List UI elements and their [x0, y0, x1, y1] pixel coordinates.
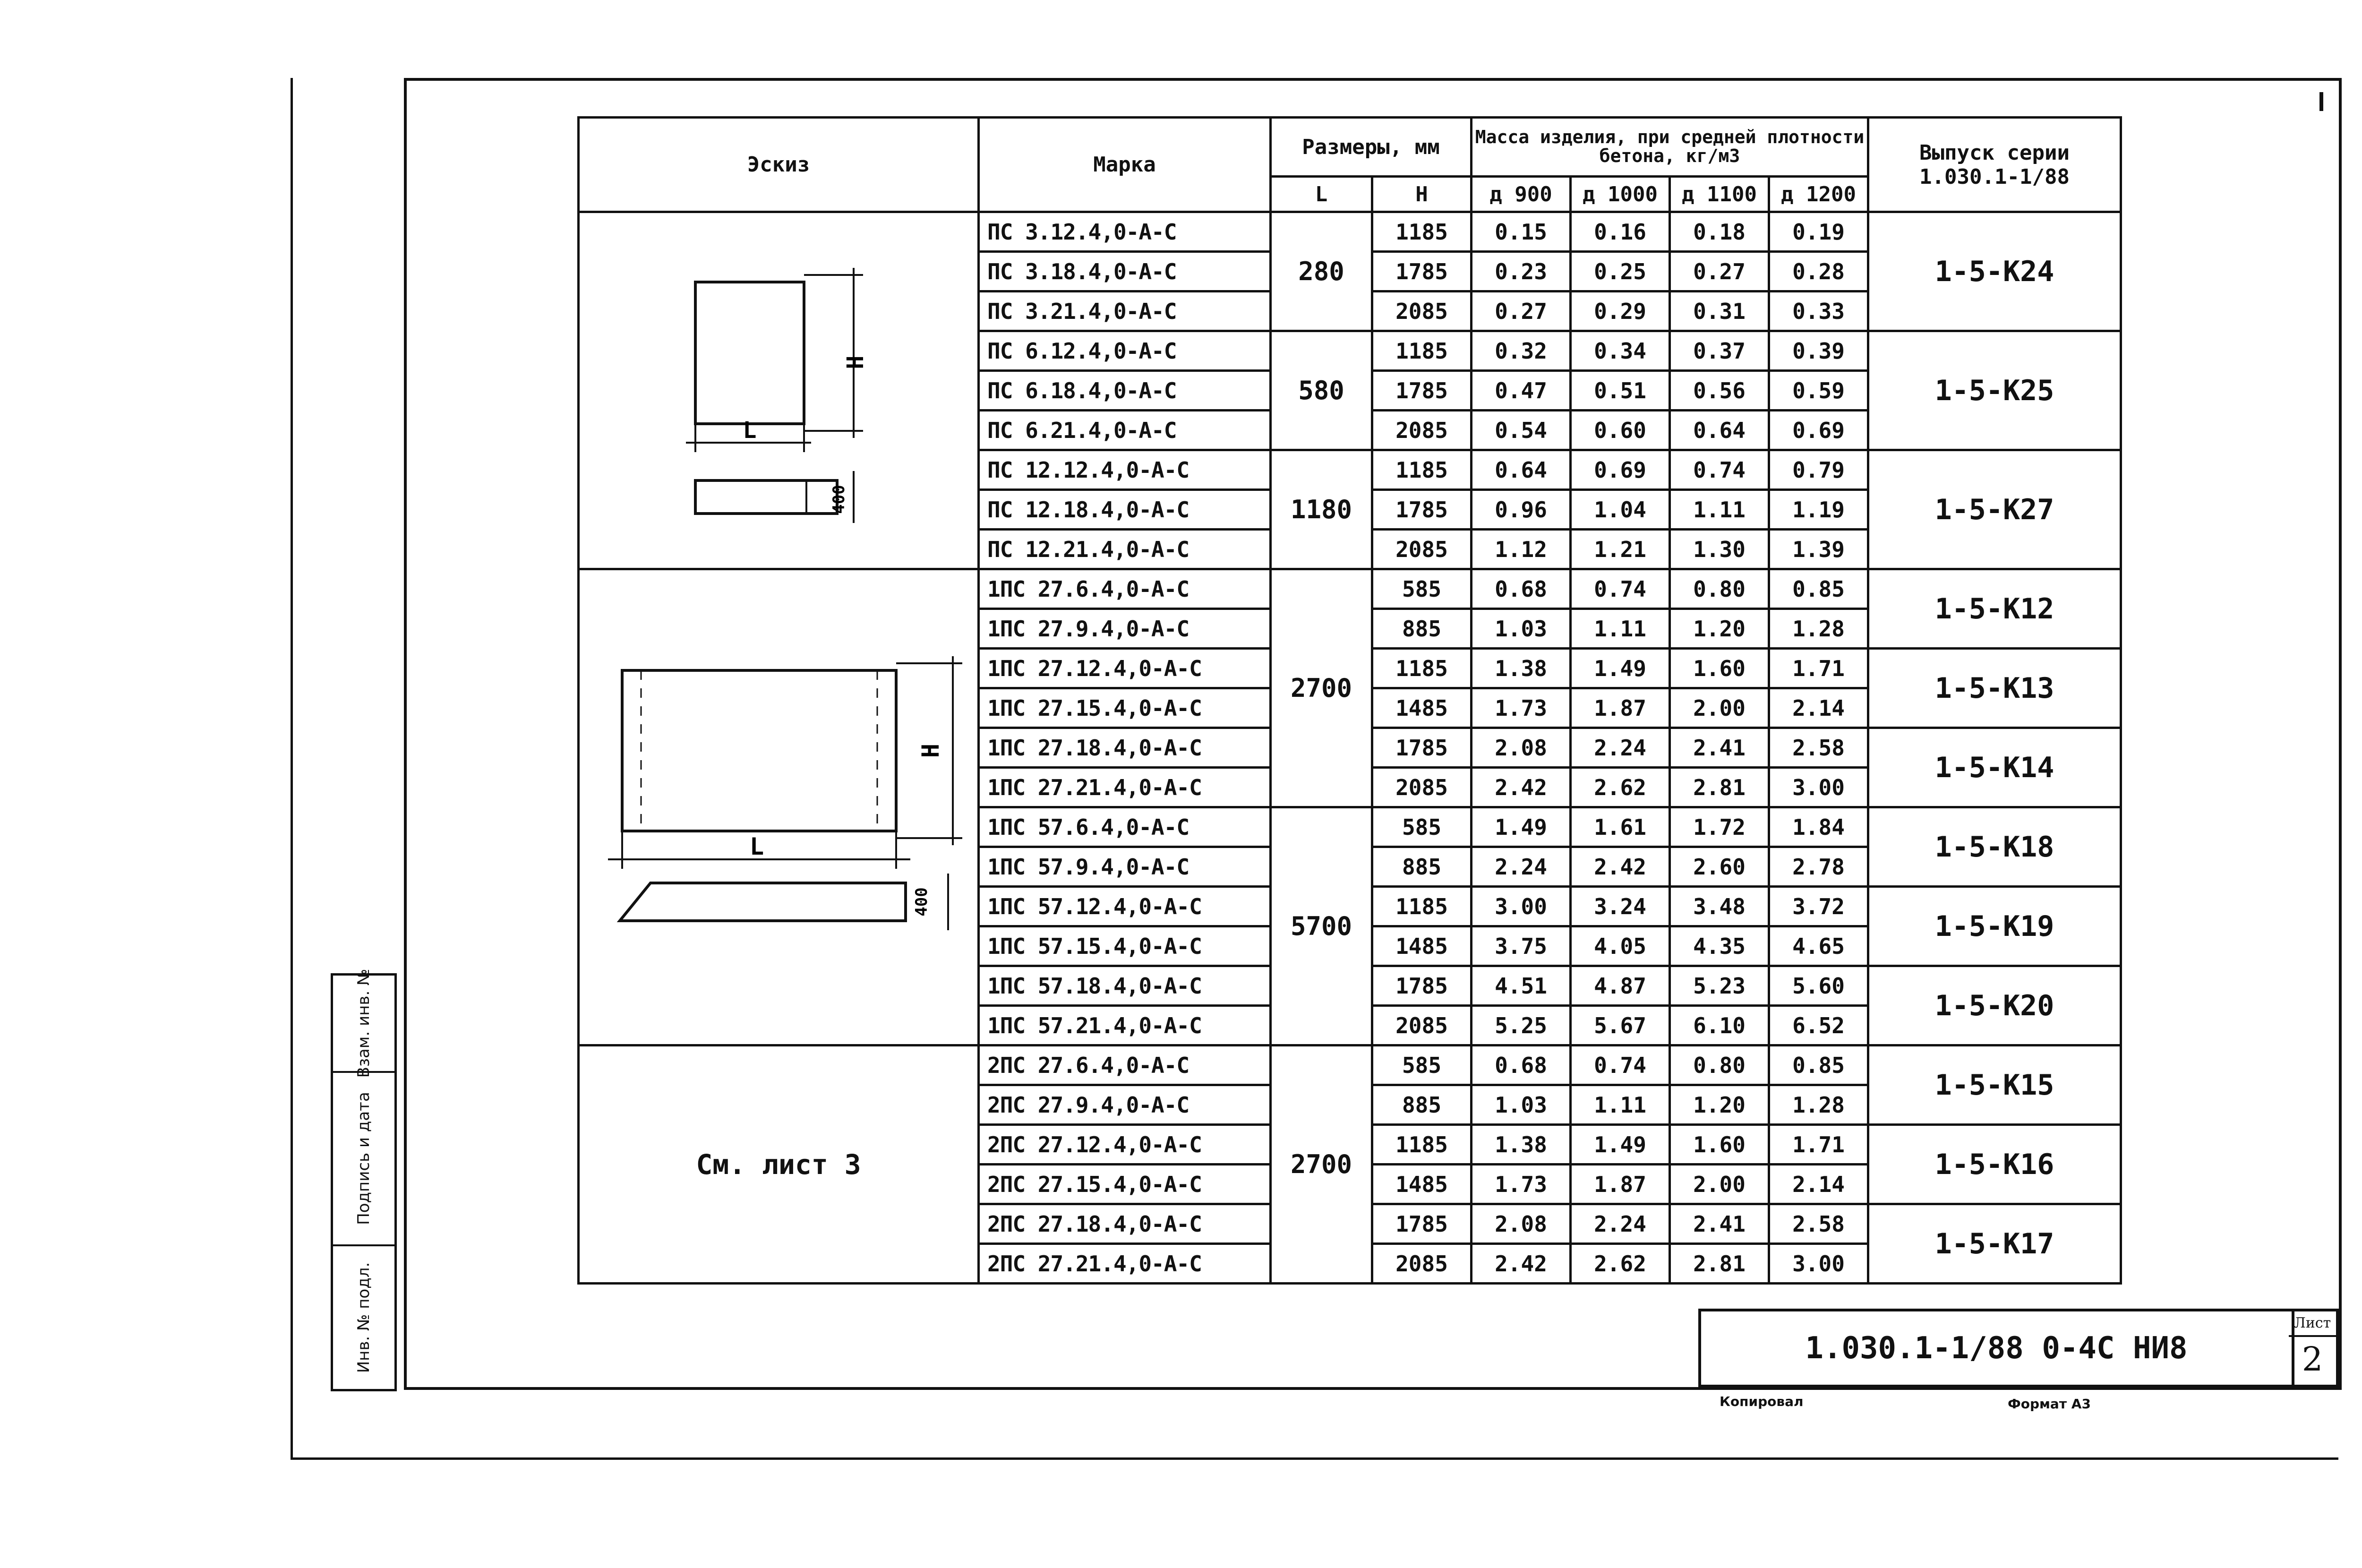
header-series-label: Выпуск серии: [1919, 140, 2070, 165]
mass-cell: 1.21: [1571, 530, 1670, 569]
panel-section: [620, 883, 906, 921]
mark-cell: 2ПС 27.9.4,0-А-С: [979, 1085, 1271, 1125]
mass-cell: 2.00: [1670, 688, 1769, 728]
mass-cell: 2.24: [1571, 728, 1670, 768]
mark-cell: ПС 3.12.4,0-А-С: [979, 212, 1271, 252]
mass-cell: 0.74: [1571, 569, 1670, 609]
series-cell: 1-5-К15: [1868, 1045, 2121, 1125]
sketch-label-thickness: 400: [830, 484, 848, 514]
header-dimensions: Размеры, мм: [1271, 118, 1472, 177]
mark-cell: 1ПС 57.18.4,0-А-С: [979, 966, 1271, 1006]
mass-cell: 1.04: [1571, 490, 1670, 530]
mass-cell: 1.20: [1670, 609, 1769, 649]
mark-cell: 2ПС 27.21.4,0-А-С: [979, 1244, 1271, 1284]
mass-cell: 1.61: [1571, 807, 1670, 847]
mass-cell: 1.11: [1571, 1085, 1670, 1125]
mass-cell: 2.14: [1769, 688, 1868, 728]
height-cell: 885: [1372, 609, 1472, 649]
mass-cell: 3.72: [1769, 887, 1868, 926]
table-row: [579, 1045, 2121, 1085]
mass-cell: 3.24: [1571, 887, 1670, 926]
mass-cell: 1.84: [1769, 807, 1868, 847]
mass-cell: 0.85: [1769, 569, 1868, 609]
height-cell: 885: [1372, 1085, 1472, 1125]
mass-cell: 2.62: [1571, 1244, 1670, 1284]
height-cell: 1785: [1372, 728, 1472, 768]
mass-cell: 2.81: [1670, 768, 1769, 807]
height-cell: 1185: [1372, 212, 1472, 252]
mark-cell: ПС 6.21.4,0-А-С: [979, 411, 1271, 450]
mark-cell: 1ПС 57.21.4,0-А-С: [979, 1006, 1271, 1045]
footer-copied: Копировал: [1720, 1394, 1804, 1409]
mass-cell: 0.34: [1571, 331, 1670, 371]
mass-cell: 0.28: [1769, 252, 1868, 291]
length-cell: 2700: [1271, 569, 1372, 807]
sheet-number: 2: [2302, 1340, 2323, 1379]
stamp-cell-replaced: [333, 968, 394, 1078]
mass-cell: 0.79: [1769, 450, 1868, 490]
mass-cell: 0.27: [1670, 252, 1769, 291]
mass-cell: 1.30: [1670, 530, 1769, 569]
mass-cell: 0.51: [1571, 371, 1670, 411]
mass-cell: 2.60: [1670, 847, 1769, 887]
mass-cell: 5.60: [1769, 966, 1868, 1006]
mass-cell: 2.41: [1670, 1204, 1769, 1244]
stamp-label-signature: Подпись и дата: [354, 1092, 373, 1225]
height-cell: 1185: [1372, 649, 1472, 688]
mass-cell: 0.16: [1571, 212, 1670, 252]
mark-cell: ПС 6.12.4,0-А-С: [979, 331, 1271, 371]
see-sheet-note: См. лист 3: [696, 1148, 861, 1181]
height-cell: 2085: [1372, 768, 1472, 807]
mass-cell: 1.28: [1769, 1085, 1868, 1125]
mark-cell: ПС 12.21.4,0-А-С: [979, 530, 1271, 569]
length-cell: 1180: [1271, 450, 1372, 569]
mass-cell: 0.85: [1769, 1045, 1868, 1085]
height-cell: 1785: [1372, 371, 1472, 411]
mass-cell: 1.73: [1472, 1165, 1571, 1204]
header-density-1200: д 1200: [1769, 177, 1868, 212]
length-cell: 2700: [1271, 1045, 1372, 1284]
mass-cell: 2.78: [1769, 847, 1868, 887]
mass-cell: 1.87: [1571, 1165, 1670, 1204]
mass-cell: 1.28: [1769, 609, 1868, 649]
mass-cell: 2.24: [1472, 847, 1571, 887]
footer-format: Формат А3: [2008, 1396, 2091, 1412]
height-cell: 1485: [1372, 688, 1472, 728]
mass-cell: 1.03: [1472, 1085, 1571, 1125]
sketch-cell: [579, 569, 979, 1045]
mark-cell: ПС 12.12.4,0-А-С: [979, 450, 1271, 490]
mark-cell: ПС 3.21.4,0-А-С: [979, 291, 1271, 331]
header-density-1000: д 1000: [1571, 177, 1670, 212]
sketch-label-l: L: [749, 832, 764, 860]
length-cell: 5700: [1271, 807, 1372, 1045]
header-dim-h: H: [1372, 177, 1472, 212]
mark-cell: ПС 6.18.4,0-А-С: [979, 371, 1271, 411]
panel-face: [695, 282, 804, 424]
spec-table: [577, 116, 2122, 1285]
mass-cell: 0.64: [1670, 411, 1769, 450]
mass-cell: 0.59: [1769, 371, 1868, 411]
mass-cell: 6.52: [1769, 1006, 1868, 1045]
mass-cell: 2.42: [1472, 768, 1571, 807]
series-cell: 1-5-К24: [1868, 212, 2121, 331]
height-cell: 1785: [1372, 1204, 1472, 1244]
mass-cell: 1.60: [1670, 1125, 1769, 1165]
height-cell: 585: [1372, 1045, 1472, 1085]
mass-cell: 2.42: [1571, 847, 1670, 887]
mass-cell: 0.96: [1472, 490, 1571, 530]
mass-cell: 0.54: [1472, 411, 1571, 450]
height-cell: 885: [1372, 847, 1472, 887]
mass-cell: 2.42: [1472, 1244, 1571, 1284]
sheet-number-box: [2289, 1309, 2339, 1388]
mark-cell: 1ПС 27.15.4,0-А-С: [979, 688, 1271, 728]
mass-cell: 0.47: [1472, 371, 1571, 411]
mass-cell: 1.20: [1670, 1085, 1769, 1125]
mass-cell: 2.08: [1472, 728, 1571, 768]
panel-sketch-small: [580, 221, 976, 561]
sketch-label-h: H: [917, 743, 944, 758]
mass-cell: 4.51: [1472, 966, 1571, 1006]
mass-cell: 4.87: [1571, 966, 1670, 1006]
mass-cell: 2.81: [1670, 1244, 1769, 1284]
sketch-label-h: H: [842, 355, 869, 369]
sheet-label: Лист: [2289, 1311, 2336, 1337]
mass-cell: 1.49: [1571, 1125, 1670, 1165]
mass-cell: 0.15: [1472, 212, 1571, 252]
mark-cell: 1ПС 57.6.4,0-А-С: [979, 807, 1271, 847]
panel-face: [622, 670, 896, 831]
mass-cell: 1.49: [1472, 807, 1571, 847]
sketch-cell: [579, 1045, 979, 1284]
mass-cell: 3.00: [1472, 887, 1571, 926]
header-series-code: 1.030.1-1/88: [1919, 164, 2070, 189]
mass-cell: 2.14: [1769, 1165, 1868, 1204]
mass-cell: 1.11: [1670, 490, 1769, 530]
mass-cell: 0.68: [1472, 1045, 1571, 1085]
spec-body: [579, 212, 2121, 1284]
mass-cell: 1.12: [1472, 530, 1571, 569]
header-density-1100: д 1100: [1670, 177, 1769, 212]
height-cell: 2085: [1372, 291, 1472, 331]
series-cell: 1-5-К19: [1868, 887, 2121, 966]
header-mass-text: Масса изделия, при средней плотности бетона, кг/м3: [1475, 127, 1865, 166]
mass-cell: 1.73: [1472, 688, 1571, 728]
series-cell: 1-5-К12: [1868, 569, 2121, 649]
mass-cell: 1.38: [1472, 649, 1571, 688]
mark-cell: ПС 3.18.4,0-А-С: [979, 252, 1271, 291]
header-sketch: Эскиз: [579, 118, 979, 212]
height-cell: 1185: [1372, 887, 1472, 926]
mass-cell: 0.80: [1670, 1045, 1769, 1085]
mark-cell: 1ПС 27.21.4,0-А-С: [979, 768, 1271, 807]
height-cell: 585: [1372, 807, 1472, 847]
mass-cell: 0.56: [1670, 371, 1769, 411]
series-cell: 1-5-К17: [1868, 1204, 2121, 1284]
mass-cell: 0.19: [1769, 212, 1868, 252]
height-cell: 1185: [1372, 331, 1472, 371]
mass-cell: 1.72: [1670, 807, 1769, 847]
mass-cell: 5.25: [1472, 1006, 1571, 1045]
mass-cell: 4.65: [1769, 926, 1868, 966]
sketch-label-thickness: 400: [912, 887, 931, 917]
mass-cell: 5.67: [1571, 1006, 1670, 1045]
mass-cell: 2.41: [1670, 728, 1769, 768]
series-cell: 1-5-К20: [1868, 966, 2121, 1045]
mass-cell: 0.60: [1571, 411, 1670, 450]
mass-cell: 0.74: [1670, 450, 1769, 490]
mass-cell: 1.60: [1670, 649, 1769, 688]
header-mark: Марка: [979, 118, 1271, 212]
stamp-cell-signature: [333, 1073, 394, 1246]
mass-cell: 0.80: [1670, 569, 1769, 609]
series-cell: 1-5-К25: [1868, 331, 2121, 450]
mass-cell: 3.00: [1769, 1244, 1868, 1284]
mass-cell: 3.48: [1670, 887, 1769, 926]
series-cell: 1-5-К27: [1868, 450, 2121, 569]
stamp-label-original: Инв. № подл.: [354, 1262, 373, 1373]
side-stamp: [331, 968, 397, 1391]
mark-cell: 1ПС 57.12.4,0-А-С: [979, 887, 1271, 926]
mass-cell: 0.74: [1571, 1045, 1670, 1085]
mass-cell: 1.38: [1472, 1125, 1571, 1165]
mark-cell: 1ПС 57.15.4,0-А-С: [979, 926, 1271, 966]
height-cell: 1485: [1372, 1165, 1472, 1204]
height-cell: 1185: [1372, 450, 1472, 490]
height-cell: 1785: [1372, 966, 1472, 1006]
mass-cell: 1.11: [1571, 609, 1670, 649]
height-cell: 1785: [1372, 490, 1472, 530]
mark-cell: 1ПС 27.12.4,0-А-С: [979, 649, 1271, 688]
mark-cell: 1ПС 27.18.4,0-А-С: [979, 728, 1271, 768]
mass-cell: 0.68: [1472, 569, 1571, 609]
mass-cell: 1.87: [1571, 688, 1670, 728]
mass-cell: 0.64: [1472, 450, 1571, 490]
mass-cell: 1.03: [1472, 609, 1571, 649]
mass-cell: 2.00: [1670, 1165, 1769, 1204]
height-cell: 2085: [1372, 530, 1472, 569]
mass-cell: 0.37: [1670, 331, 1769, 371]
mass-cell: 1.71: [1769, 1125, 1868, 1165]
mass-cell: 0.69: [1571, 450, 1670, 490]
mass-cell: 4.05: [1571, 926, 1670, 966]
header-series: [1868, 118, 2121, 212]
series-cell: 1-5-К16: [1868, 1125, 2121, 1204]
mark-cell: 1ПС 57.9.4,0-А-С: [979, 847, 1271, 887]
length-cell: 280: [1271, 212, 1372, 331]
mark-cell: 2ПС 27.18.4,0-А-С: [979, 1204, 1271, 1244]
header-dim-l: L: [1271, 177, 1372, 212]
stamp-label-replaced: Взам. инв. №: [354, 968, 373, 1078]
mass-cell: 4.35: [1670, 926, 1769, 966]
mass-cell: 0.25: [1571, 252, 1670, 291]
mass-cell: 2.58: [1769, 1204, 1868, 1244]
series-cell: 1-5-К13: [1868, 649, 2121, 728]
mark-cell: 1ПС 27.6.4,0-А-С: [979, 569, 1271, 609]
mass-cell: 2.58: [1769, 728, 1868, 768]
height-cell: 2085: [1372, 1244, 1472, 1284]
mass-cell: 6.10: [1670, 1006, 1769, 1045]
mark-cell: 2ПС 27.12.4,0-А-С: [979, 1125, 1271, 1165]
length-cell: 580: [1271, 331, 1372, 450]
mass-cell: 0.18: [1670, 212, 1769, 252]
mass-cell: 0.69: [1769, 411, 1868, 450]
mass-cell: 1.19: [1769, 490, 1868, 530]
panel-section: [695, 480, 837, 514]
corner-mark: [2319, 92, 2323, 111]
mark-cell: 2ПС 27.6.4,0-А-С: [979, 1045, 1271, 1085]
mass-cell: 3.75: [1472, 926, 1571, 966]
table-row: [579, 569, 2121, 609]
mass-cell: 5.23: [1670, 966, 1769, 1006]
table-row: [579, 212, 2121, 252]
height-cell: 585: [1372, 569, 1472, 609]
sketch-label-l: L: [743, 417, 757, 444]
mass-cell: 0.31: [1670, 291, 1769, 331]
stamp-cell-original: [333, 1246, 394, 1389]
height-cell: 1485: [1372, 926, 1472, 966]
mark-cell: 1ПС 27.9.4,0-А-С: [979, 609, 1271, 649]
mass-cell: 0.32: [1472, 331, 1571, 371]
height-cell: 1785: [1372, 252, 1472, 291]
mass-cell: 2.24: [1571, 1204, 1670, 1244]
mass-cell: 0.39: [1769, 331, 1868, 371]
sketch-cell: [579, 212, 979, 569]
header-mass: [1472, 118, 1868, 177]
mark-cell: 2ПС 27.15.4,0-А-С: [979, 1165, 1271, 1204]
mass-cell: 1.49: [1571, 649, 1670, 688]
height-cell: 1185: [1372, 1125, 1472, 1165]
mass-cell: 3.00: [1769, 768, 1868, 807]
series-cell: 1-5-К14: [1868, 728, 2121, 807]
mass-cell: 2.08: [1472, 1204, 1571, 1244]
mass-cell: 0.23: [1472, 252, 1571, 291]
series-cell: 1-5-К18: [1868, 807, 2121, 887]
height-cell: 2085: [1372, 1006, 1472, 1045]
height-cell: 2085: [1372, 411, 1472, 450]
panel-sketch-large: [580, 581, 976, 1034]
header-density-900: д 900: [1472, 177, 1571, 212]
mass-cell: 1.71: [1769, 649, 1868, 688]
mark-cell: ПС 12.18.4,0-А-С: [979, 490, 1271, 530]
mass-cell: 1.39: [1769, 530, 1868, 569]
mass-cell: 2.62: [1571, 768, 1670, 807]
mass-cell: 0.27: [1472, 291, 1571, 331]
mass-cell: 0.33: [1769, 291, 1868, 331]
mass-cell: 0.29: [1571, 291, 1670, 331]
title-block: 1.030.1-1/88 0-4С НИ8: [1698, 1309, 2294, 1388]
